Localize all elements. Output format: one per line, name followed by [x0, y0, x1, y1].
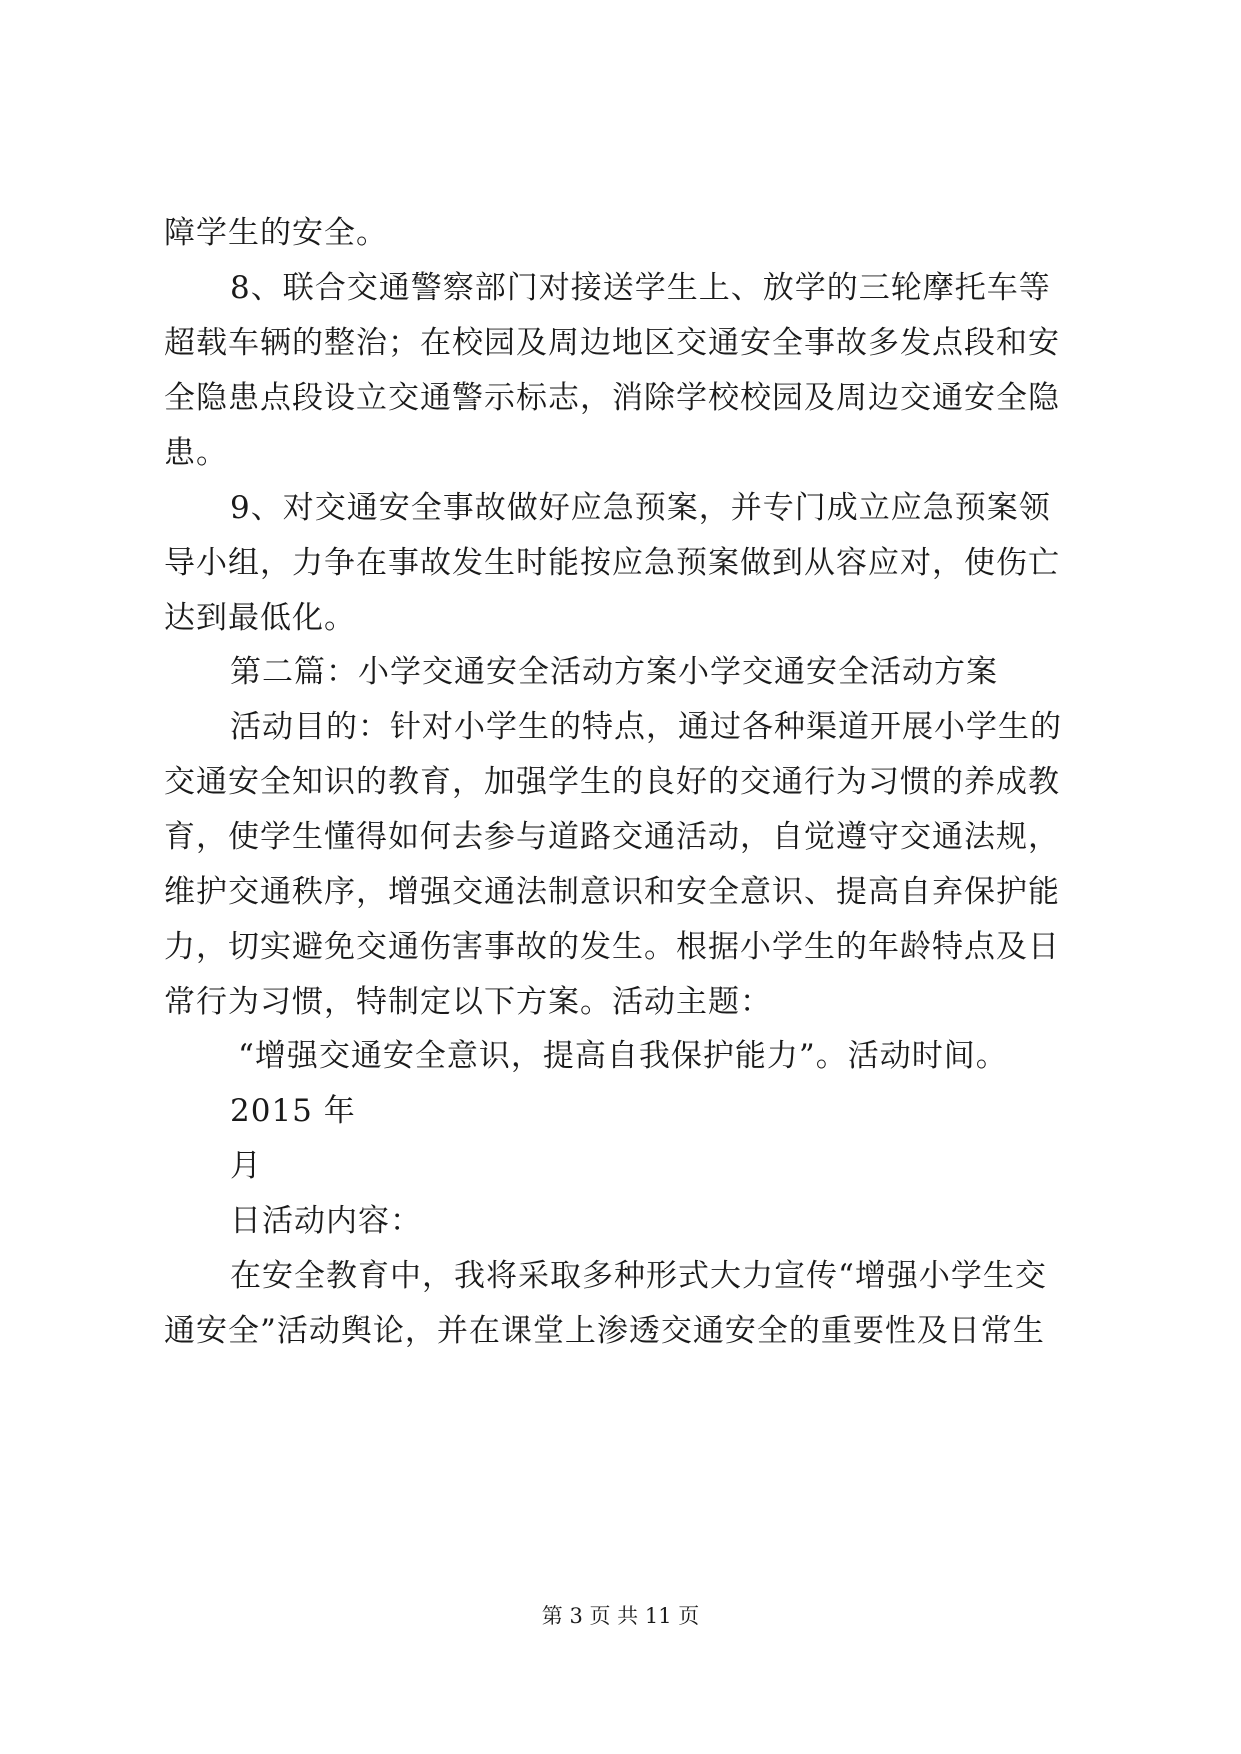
text-line: 交通安全知识的教育，加强学生的良好的交通行为习惯的养成教 — [164, 764, 1060, 800]
text-line: 日活动内容： — [230, 1203, 422, 1239]
text-line: 超载车辆的整治；在校园及周边地区交通安全事故多发点段和安 — [164, 325, 1060, 361]
text-line: “增强交通安全意识，提高自我保护能力”。活动时间。 — [238, 1038, 1008, 1074]
text-line: 9、对交通安全事故做好应急预案，并专门成立应急预案领 — [230, 490, 1051, 526]
text-line: 活动目的：针对小学生的特点，通过各种渠道开展小学生的 — [230, 709, 1062, 745]
text-line: 常行为习惯，特制定以下方案。活动主题： — [164, 984, 772, 1020]
text-line: 力，切实避免交通伤害事故的发生。根据小学生的年龄特点及日 — [164, 929, 1060, 965]
text-line: 导小组，力争在事故发生时能按应急预案做到从容应对，使伤亡 — [164, 545, 1060, 581]
text-line: 在安全教育中，我将采取多种形式大力宣传“增强小学生交 — [230, 1258, 1047, 1294]
text-line: 通安全”活动舆论，并在课堂上渗透交通安全的重要性及日常生 — [164, 1313, 1045, 1349]
text-line: 障学生的安全。 — [164, 215, 388, 251]
page-number: 第 3 页 共 11 页 — [541, 1604, 700, 1628]
text-line: 2015 年 — [230, 1093, 356, 1129]
text-line: 8、联合交通警察部门对接送学生上、放学的三轮摩托车等 — [230, 270, 1051, 306]
text-line: 患。 — [164, 435, 228, 471]
text-line: 月 — [230, 1148, 262, 1184]
text-line: 育，使学生懂得如何去参与道路交通活动，自觉遵守交通法规， — [164, 819, 1060, 855]
text-line: 维护交通秩序，增强交通法制意识和安全意识、提高自弃保护能 — [164, 874, 1060, 910]
text-line: 达到最低化。 — [164, 600, 356, 636]
text-line: 全隐患点段设立交通警示标志，消除学校校园及周边交通安全隐 — [164, 380, 1060, 416]
section-heading: 第二篇：小学交通安全活动方案小学交通安全活动方案 — [230, 654, 998, 690]
